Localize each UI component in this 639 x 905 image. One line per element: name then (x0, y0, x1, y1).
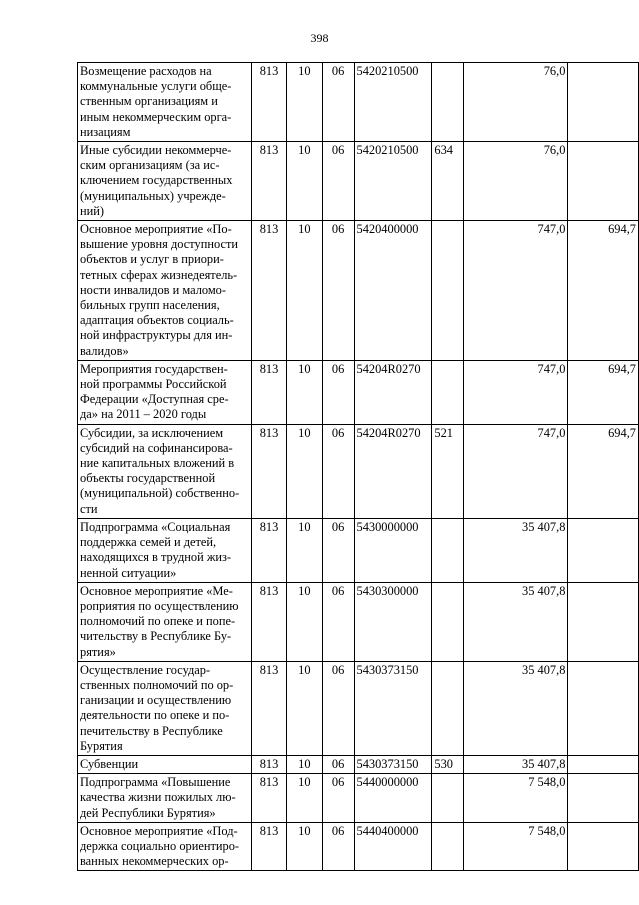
section-code-cell: 10 (286, 755, 322, 773)
table-row (78, 360, 639, 424)
amount-cell: 35 407,8 (464, 755, 568, 773)
ved-code-cell: 813 (252, 221, 287, 361)
section-code-cell: 10 (286, 63, 322, 142)
ved-code-cell: 813 (252, 774, 287, 823)
row-name-cell: Возмещение расходов на коммунальные услуги обще- ственным организациям и иным некоммерческим орга- низациям (78, 63, 252, 142)
table-row (78, 755, 639, 773)
subsection-code-cell: 06 (322, 582, 354, 661)
ved-code-cell: 813 (252, 822, 287, 871)
subsection-code-cell: 06 (322, 424, 354, 518)
amount-secondary-cell (568, 582, 639, 661)
expense-type-cell (432, 221, 464, 361)
amount-cell: 35 407,8 (464, 582, 568, 661)
ved-code-cell: 813 (252, 661, 287, 755)
target-article-cell: 54204R0270 (354, 360, 432, 424)
ved-code-cell: 813 (252, 142, 287, 221)
subsection-code-cell: 06 (322, 661, 354, 755)
row-name-cell: Субсидии, за исключением субсидий на софинансирова- ние капитальных вложений в объекты государственной (муниципальной) собственно- сти (78, 424, 252, 518)
ved-code-cell: 813 (252, 424, 287, 518)
amount-secondary-cell: 694,7 (568, 360, 639, 424)
section-code-cell: 10 (286, 360, 322, 424)
ved-code-cell: 813 (252, 63, 287, 142)
section-code-cell: 10 (286, 661, 322, 755)
section-code-cell: 10 (286, 774, 322, 823)
amount-secondary-cell (568, 661, 639, 755)
subsection-code-cell: 06 (322, 774, 354, 823)
target-article-cell: 54204R0270 (354, 424, 432, 518)
section-code-cell: 10 (286, 582, 322, 661)
row-name-cell: Основное мероприятие «Ме- роприятия по осуществлению полномочий по опеке и попе- чительству в Республике Бу- рятия» (78, 582, 252, 661)
section-code-cell: 10 (286, 822, 322, 871)
table-row (78, 142, 639, 221)
amount-secondary-cell: 694,7 (568, 424, 639, 518)
row-name-cell: Иные субсидии некоммерче- ским организациям (за ис- ключением государственных (муниципальных) учрежде- ний) (78, 142, 252, 221)
subsection-code-cell: 06 (322, 822, 354, 871)
subsection-code-cell: 06 (322, 63, 354, 142)
amount-cell: 76,0 (464, 142, 568, 221)
amount-cell: 7 548,0 (464, 822, 568, 871)
amount-secondary-cell (568, 774, 639, 823)
expense-type-cell (432, 582, 464, 661)
row-name-cell: Основное мероприятие «Под- держка социально ориентиро- ванных некоммерческих ор- (78, 822, 252, 871)
row-name-cell: Основное мероприятие «По- вышение уровня доступности объектов и услуг в приори- тетных сферах жизнедеятель- ности инвалидов и маломо- бильных групп населения, адаптация объектов социаль- ной инфраструктуры для ин- валидов» (78, 221, 252, 361)
expense-type-cell (432, 661, 464, 755)
table-body (78, 63, 639, 871)
row-name-cell: Мероприятия государствен- ной программы Российской Федерации «Доступная сре- да» на 2011 – 2020 годы (78, 360, 252, 424)
table-row (78, 661, 639, 755)
row-name-cell: Субвенции (78, 755, 252, 773)
table-row (78, 518, 639, 582)
page-number: 398 (310, 31, 329, 45)
amount-secondary-cell (568, 63, 639, 142)
section-code-cell: 10 (286, 424, 322, 518)
amount-cell: 747,0 (464, 424, 568, 518)
row-name-cell: Подпрограмма «Социальная поддержка семей и детей, находящихся в трудной жиз- ненной ситуации» (78, 518, 252, 582)
ved-code-cell: 813 (252, 582, 287, 661)
expense-type-cell (432, 63, 464, 142)
table-row (78, 424, 639, 518)
amount-cell: 35 407,8 (464, 518, 568, 582)
ved-code-cell: 813 (252, 755, 287, 773)
target-article-cell: 5420210500 (354, 63, 432, 142)
target-article-cell: 5430373150 (354, 661, 432, 755)
target-article-cell: 5430373150 (354, 755, 432, 773)
table-row (78, 63, 639, 142)
table-row (78, 774, 639, 823)
amount-cell: 747,0 (464, 221, 568, 361)
table-row (78, 221, 639, 361)
ved-code-cell: 813 (252, 518, 287, 582)
expense-type-cell: 530 (432, 755, 464, 773)
row-name-cell: Осуществление государ- ственных полномочий по ор- ганизации и осуществлению деятельности по опеке и по- печительству в Республике Бурятия (78, 661, 252, 755)
amount-secondary-cell (568, 755, 639, 773)
amount-cell: 76,0 (464, 63, 568, 142)
section-code-cell: 10 (286, 518, 322, 582)
expense-type-cell (432, 774, 464, 823)
table-row (78, 582, 639, 661)
amount-secondary-cell (568, 822, 639, 871)
target-article-cell: 5430300000 (354, 582, 432, 661)
target-article-cell: 5440000000 (354, 774, 432, 823)
expense-type-cell (432, 518, 464, 582)
expense-type-cell: 634 (432, 142, 464, 221)
target-article-cell: 5430000000 (354, 518, 432, 582)
section-code-cell: 10 (286, 142, 322, 221)
expense-type-cell (432, 360, 464, 424)
subsection-code-cell: 06 (322, 142, 354, 221)
expense-type-cell: 521 (432, 424, 464, 518)
row-name-cell: Подпрограмма «Повышение качества жизни пожилых лю- дей Республики Бурятия» (78, 774, 252, 823)
subsection-code-cell: 06 (322, 221, 354, 361)
amount-cell: 35 407,8 (464, 661, 568, 755)
target-article-cell: 5420210500 (354, 142, 432, 221)
section-code-cell: 10 (286, 221, 322, 361)
budget-table (77, 62, 639, 871)
target-article-cell: 5420400000 (354, 221, 432, 361)
target-article-cell: 5440400000 (354, 822, 432, 871)
amount-secondary-cell: 694,7 (568, 221, 639, 361)
ved-code-cell: 813 (252, 360, 287, 424)
amount-secondary-cell (568, 518, 639, 582)
amount-cell: 7 548,0 (464, 774, 568, 823)
table-row (78, 822, 639, 871)
expense-type-cell (432, 822, 464, 871)
subsection-code-cell: 06 (322, 755, 354, 773)
subsection-code-cell: 06 (322, 360, 354, 424)
amount-cell: 747,0 (464, 360, 568, 424)
amount-secondary-cell (568, 142, 639, 221)
subsection-code-cell: 06 (322, 518, 354, 582)
